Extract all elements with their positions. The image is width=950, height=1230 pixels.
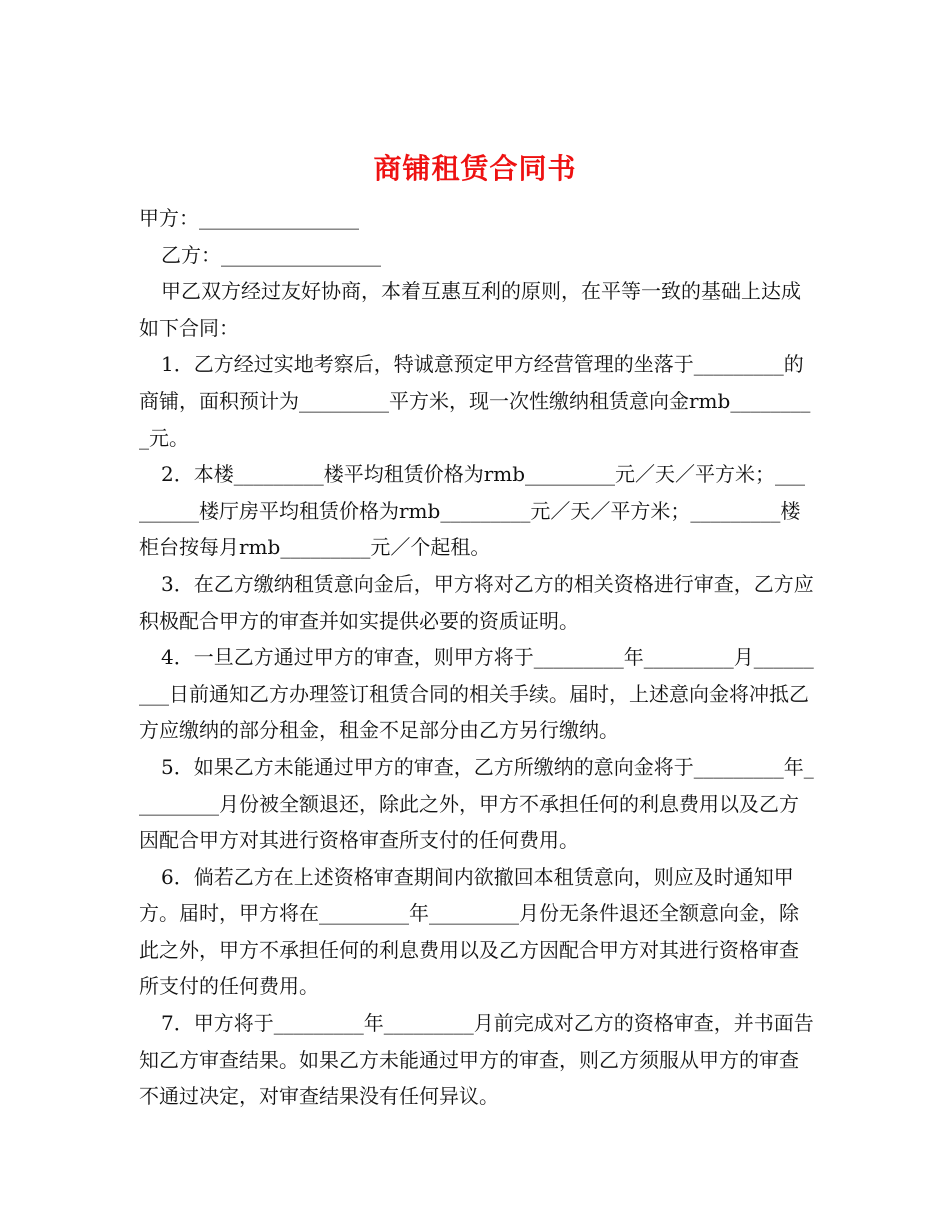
clause-5: 5．如果乙方未能通过甲方的审查，乙方所缴纳的意向金将于_________年_________月份被全额退还，除此之外，甲方不承担任何的利息费用以及乙方因配合甲方对其进行资格审查所支付的任何费用。 bbox=[139, 754, 814, 853]
clause-6: 6．倘若乙方在上述资格审查期间内欲撤回本租赁意向，则应及时通知甲方。届时，甲方将在_________年_________月份无条件退还全额意向金，除此之外，甲方不承担任何的利息费用以及乙方因配合甲方对其进行资格审查所支付的任何费用。 bbox=[139, 864, 799, 999]
clause-3: 3．在乙方缴纳租赁意向金后，甲方将对乙方的相关资格进行审查，乙方应积极配合甲方的审查并如实提供必要的资质证明。 bbox=[139, 571, 814, 633]
clause-7: 7．甲方将于_________年_________月前完成对乙方的资格审查，并书面告知乙方审查结果。如果乙方未能通过甲方的审查，则乙方须服从甲方的审查不通过决定，对审查结果没有任何异议。 bbox=[139, 1011, 814, 1109]
clause-2: 2．本楼_________楼平均租赁价格为rmb_________元／天／平方米；_________楼厅房平均租赁价格为rmb_________元／天／平方米；_________楼柜台按每月rmb_________元／个起租。 bbox=[139, 462, 806, 560]
preamble-paragraph: 甲乙双方经过友好协商，本着互惠互利的原则，在平等一致的基础上达成如下合同： bbox=[139, 279, 801, 340]
document-title: 商铺租赁合同书 bbox=[373, 151, 577, 185]
document-body bbox=[139, 200, 815, 1115]
party-b-line: 乙方：________________ bbox=[161, 242, 381, 267]
party-a-line: 甲方：________________ bbox=[139, 206, 359, 230]
clause-4: 4．一旦乙方通过甲方的审查，则甲方将于_________年_________月_________日前通知乙方办理签订租赁合同的相关手续。届时，上述意向金将冲抵乙方应缴纳的部分租金，租金不足部分由乙方另行缴纳。 bbox=[139, 645, 814, 743]
clause-1: 1．乙方经过实地考察后，特诚意预定甲方经营管理的坐落于_________的商铺，面积预计为_________平方米，现一次性缴纳租赁意向金rmb_________元。 bbox=[139, 352, 811, 450]
